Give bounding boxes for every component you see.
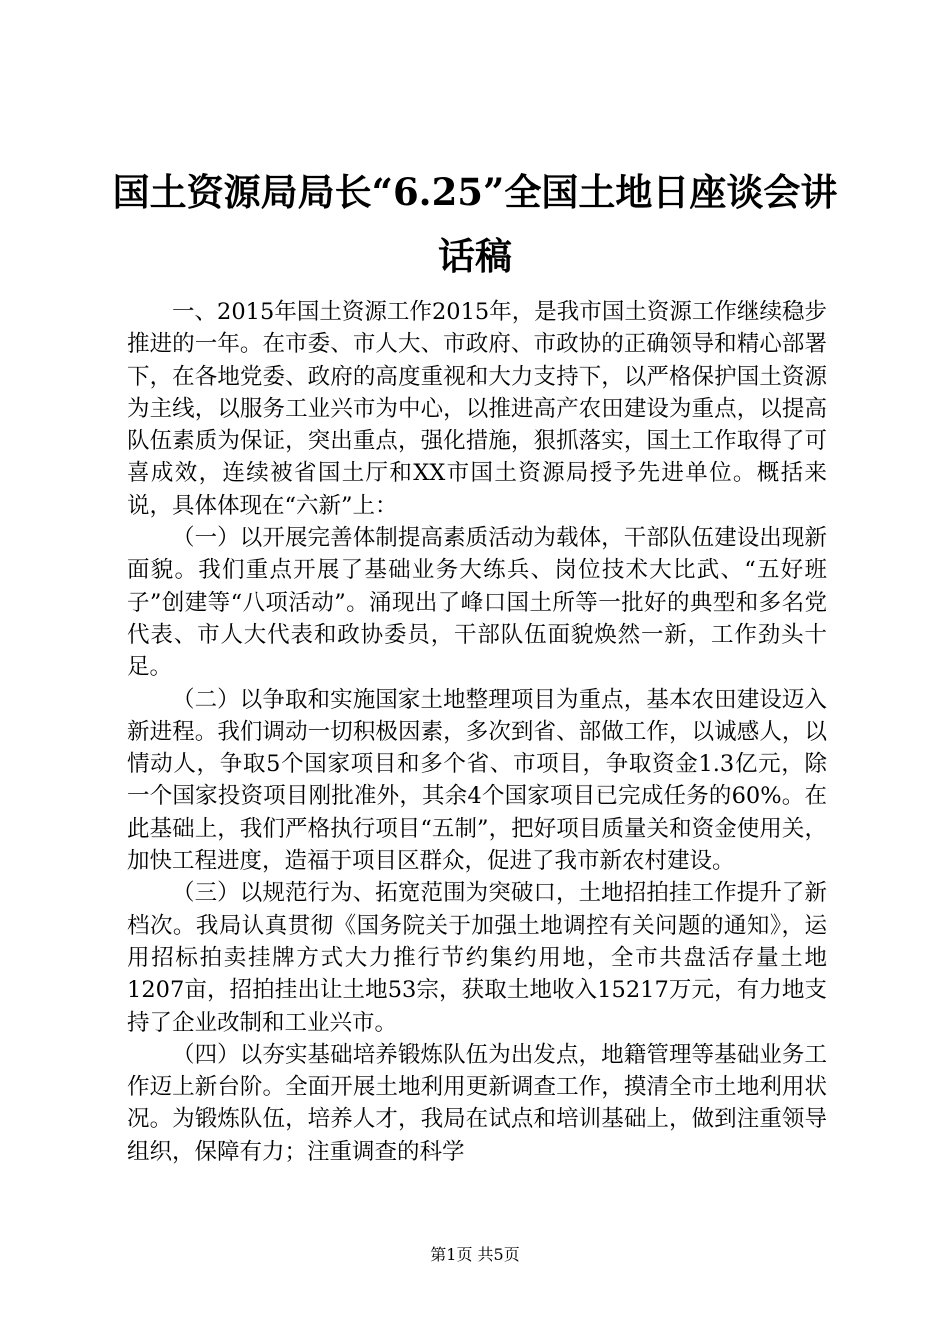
paragraph-one: （一）以开展完善体制提高素质活动为载体，干部队伍建设出现新面貌。我们重点开展了基础业务大练兵、岗位技术大比武、“五好班子”创建等“八项活动”。涌现出了峰口国土所等一批好的典型和多名党代表、市人大代表和政协委员，干部队伍面貌焕然一新，工作劲头十足。 xyxy=(127,525,827,681)
paragraph-two: （二）以争取和实施国家土地整理项目为重点，基本农田建设迈入新进程。我们调动一切积极因素，多次到省、部做工作，以诚感人，以情动人，争取5个国家项目和多个省、市项目，争取资金1.3亿元，除一个国家投资项目刚批准外，其余4个国家项目已完成任务的60%。在此基础上，我们严格执行项目“五制”，把好项目质量关和资金使用关，加快工程进度，造福于项目区群众，促进了我市新农村建设。 xyxy=(127,686,827,875)
document-title: 国土资源局局长“6.25”全国土地日座谈会讲话稿 xyxy=(112,170,838,278)
document-body xyxy=(127,296,827,1168)
page-number-footer: 第1页 共5页 xyxy=(430,1245,520,1264)
paragraph-intro: 一、2015年国土资源工作2015年，是我市国土资源工作继续稳步推进的一年。在市委、市人大、市政府、市政协的正确领导和精心部署下，在各地党委、政府的高度重视和大力支持下，以严格保护国土资源为主线，以服务工业兴市为中心，以推进高产农田建设为重点，以提高队伍素质为保证，突出重点，强化措施，狠抓落实，国土工作取得了可喜成效，连续被省国土厅和XX市国土资源局授予先进单位。概括来说，具体体现在“六新”上： xyxy=(127,299,827,519)
paragraph-four: （四）以夯实基础培养锻炼队伍为出发点，地籍管理等基础业务工作迈上新台阶。全面开展土地利用更新调查工作，摸清全市土地利用状况。为锻炼队伍，培养人才，我局在试点和培训基础上，做到注重领导组织，保障有力；注重调查的科学 xyxy=(127,1041,827,1165)
paragraph-three: （三）以规范行为、拓宽范围为突破口，土地招拍挂工作提升了新档次。我局认真贯彻《国务院关于加强土地调控有关问题的通知》，运用招标拍卖挂牌方式大力推行节约集约用地，全市共盘活存量土地1207亩，招拍挂出让土地53宗，获取土地收入15217万元，有力地支持了企业改制和工业兴市。 xyxy=(127,880,827,1036)
